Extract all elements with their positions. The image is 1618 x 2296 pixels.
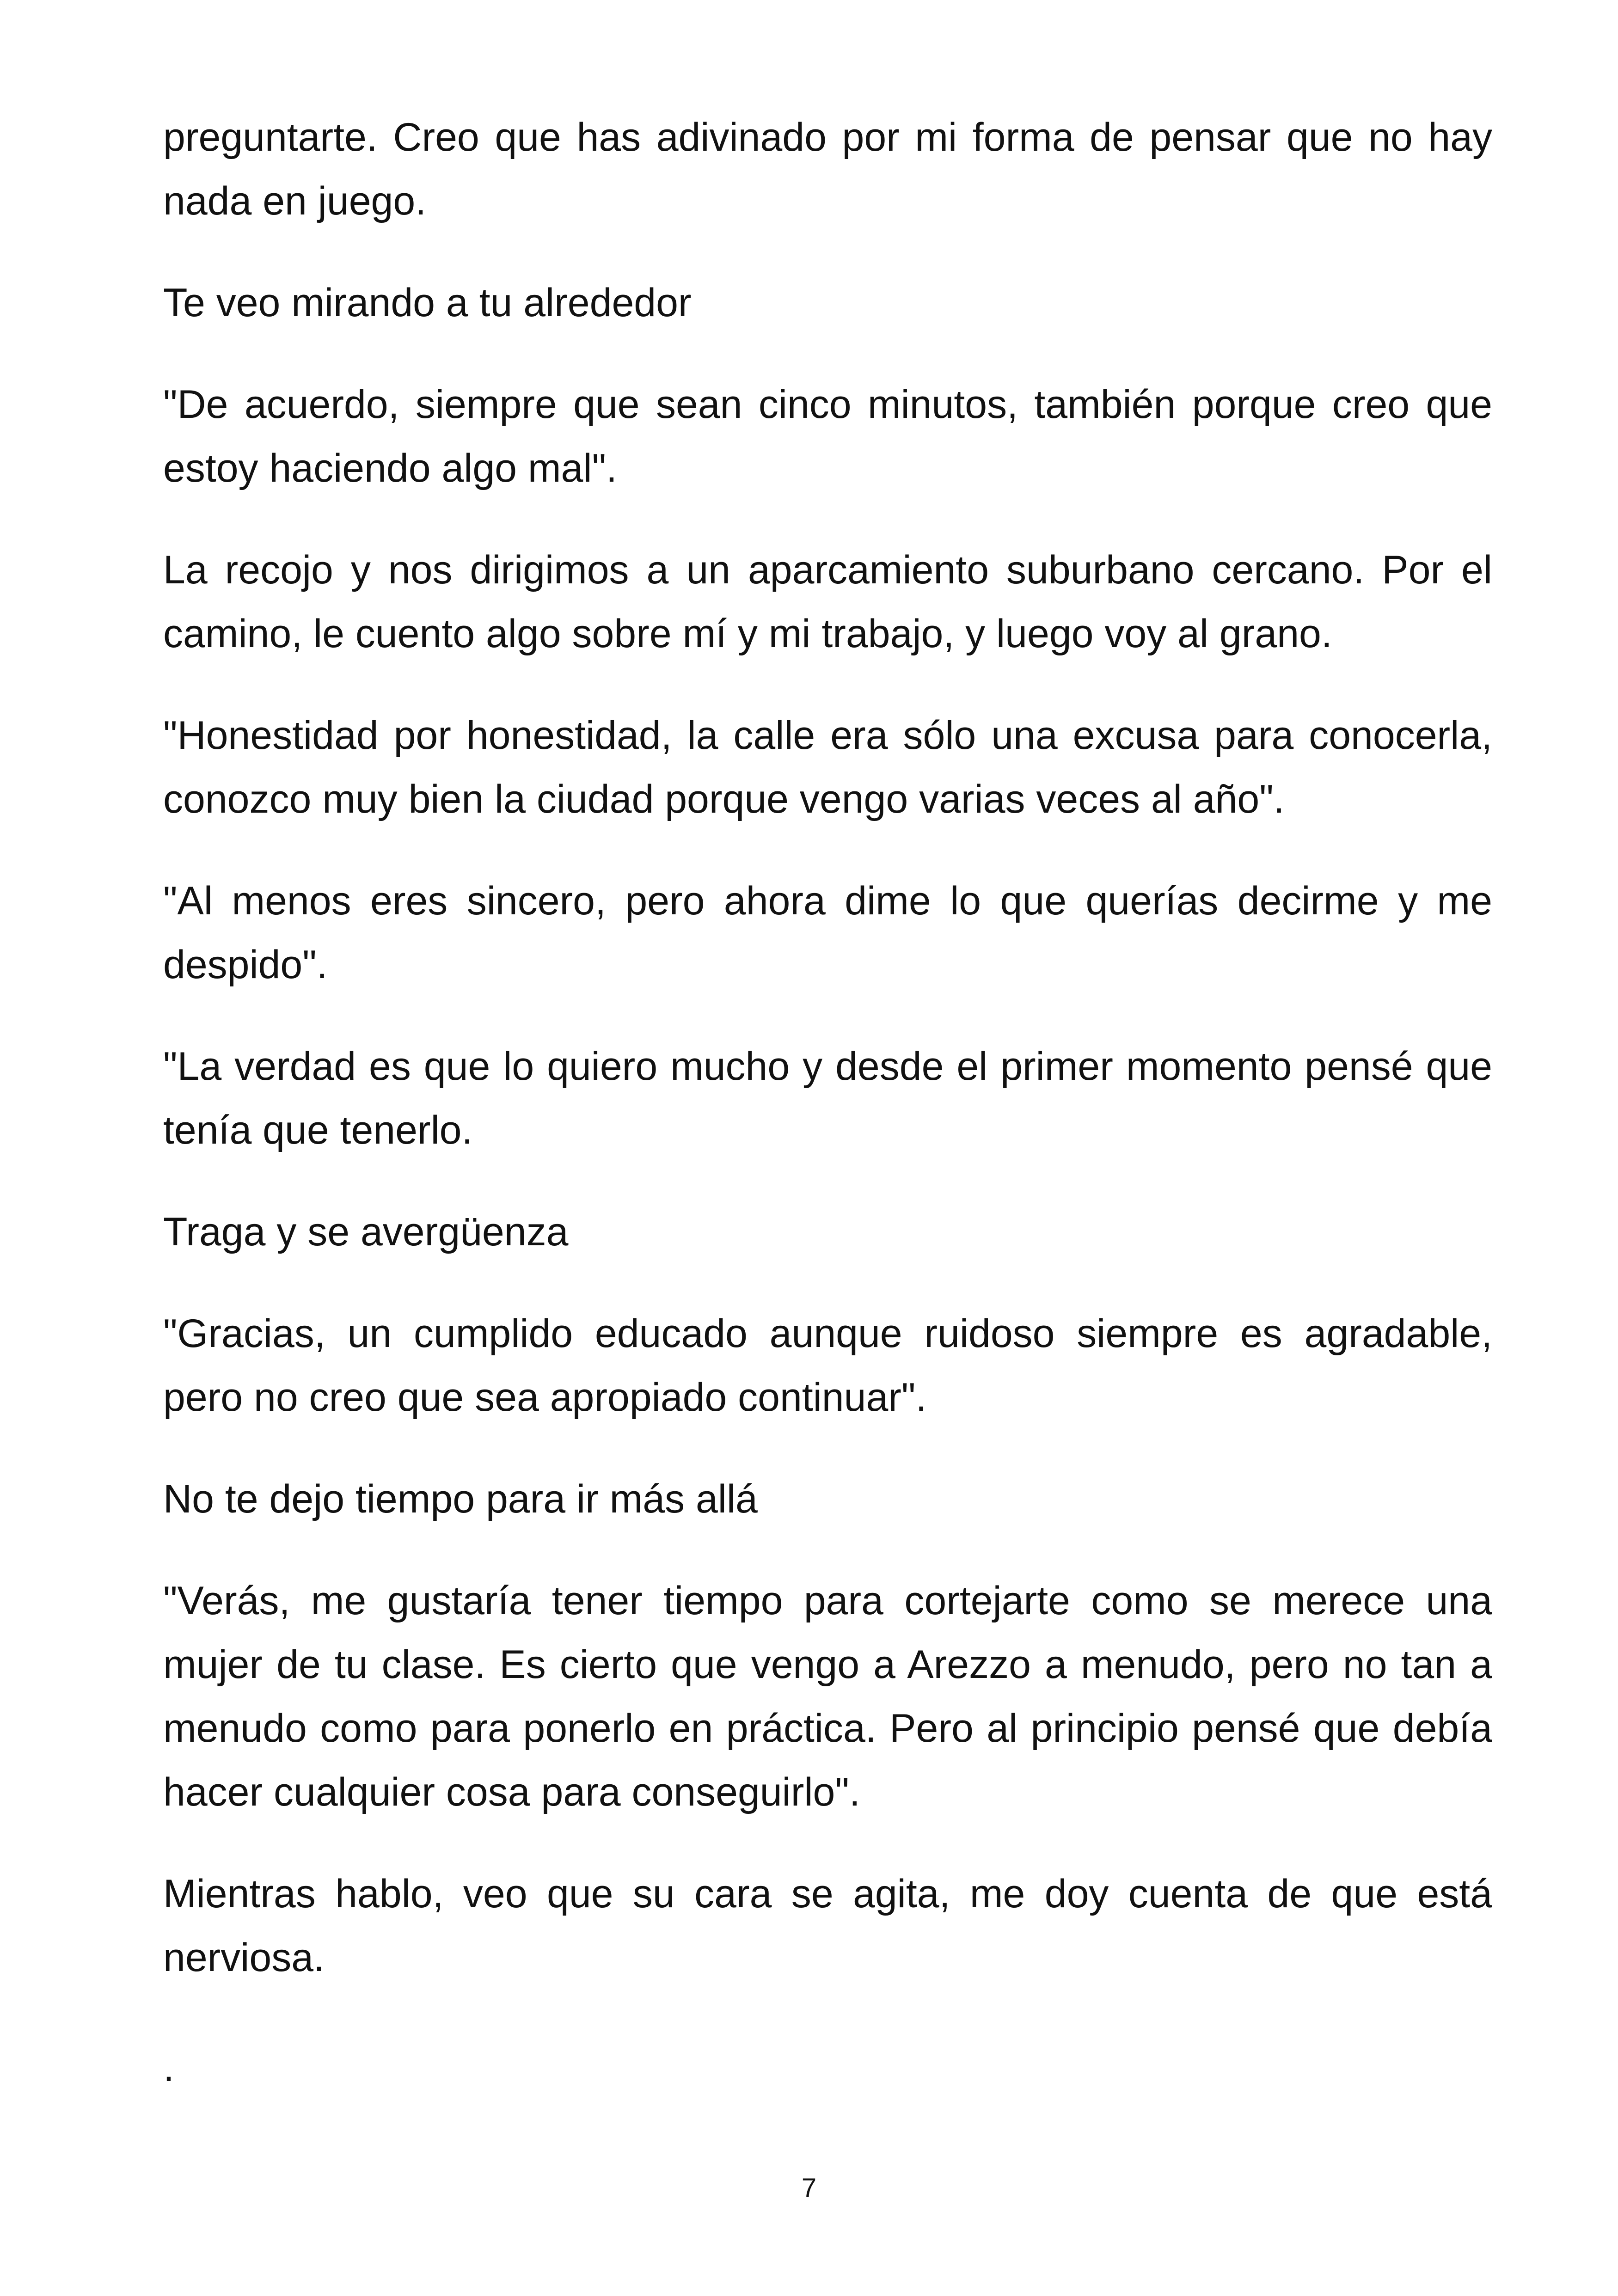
paragraph: "Al menos eres sincero, pero ahora dime lo que querías decirme y me despido".: [163, 879, 1492, 987]
paragraph: "Honestidad por honestidad, la calle era sólo una excusa para conocerla, conozco muy bien la ciudad porque vengo varias veces al año".: [163, 713, 1492, 821]
paragraph: "La verdad es que lo quiero mucho y desde el primer momento pensé que tenía que tenerlo.: [163, 1044, 1492, 1152]
paragraph: Te veo mirando a tu alrededor: [163, 281, 692, 325]
paragraph: No te dejo tiempo para ir más allá: [163, 1477, 758, 1521]
paragraph: "De acuerdo, siempre que sean cinco minutos, también porque creo que estoy haciendo algo mal".: [163, 382, 1492, 490]
paragraph: Mientras hablo, veo que su cara se agita, me doy cuenta de que está nerviosa.: [163, 1872, 1492, 1980]
body-text: [163, 105, 1492, 2137]
paragraph: La recojo y nos dirigimos a un aparcamiento suburbano cercano. Por el camino, le cuento algo sobre mí y mi trabajo, y luego voy al grano.: [163, 548, 1492, 656]
paragraph: Traga y se avergüenza: [163, 1210, 569, 1254]
page-number: 7: [801, 2173, 817, 2203]
paragraph: .: [163, 2045, 174, 2090]
paragraph: "Verás, me gustaría tener tiempo para cortejarte como se merece una mujer de tu clase. Es cierto que vengo a Arezzo a menudo, pero no tan a menudo como para ponerlo en práctica. Pero al principio pensé que debía hacer cualquier cosa para conseguirlo".: [163, 1579, 1492, 1814]
paragraph: preguntarte. Creo que has adivinado por mi forma de pensar que no hay nada en juego.: [163, 115, 1492, 223]
paragraph: "Gracias, un cumplido educado aunque ruidoso siempre es agradable, pero no creo que sea apropiado continuar".: [163, 1311, 1492, 1420]
